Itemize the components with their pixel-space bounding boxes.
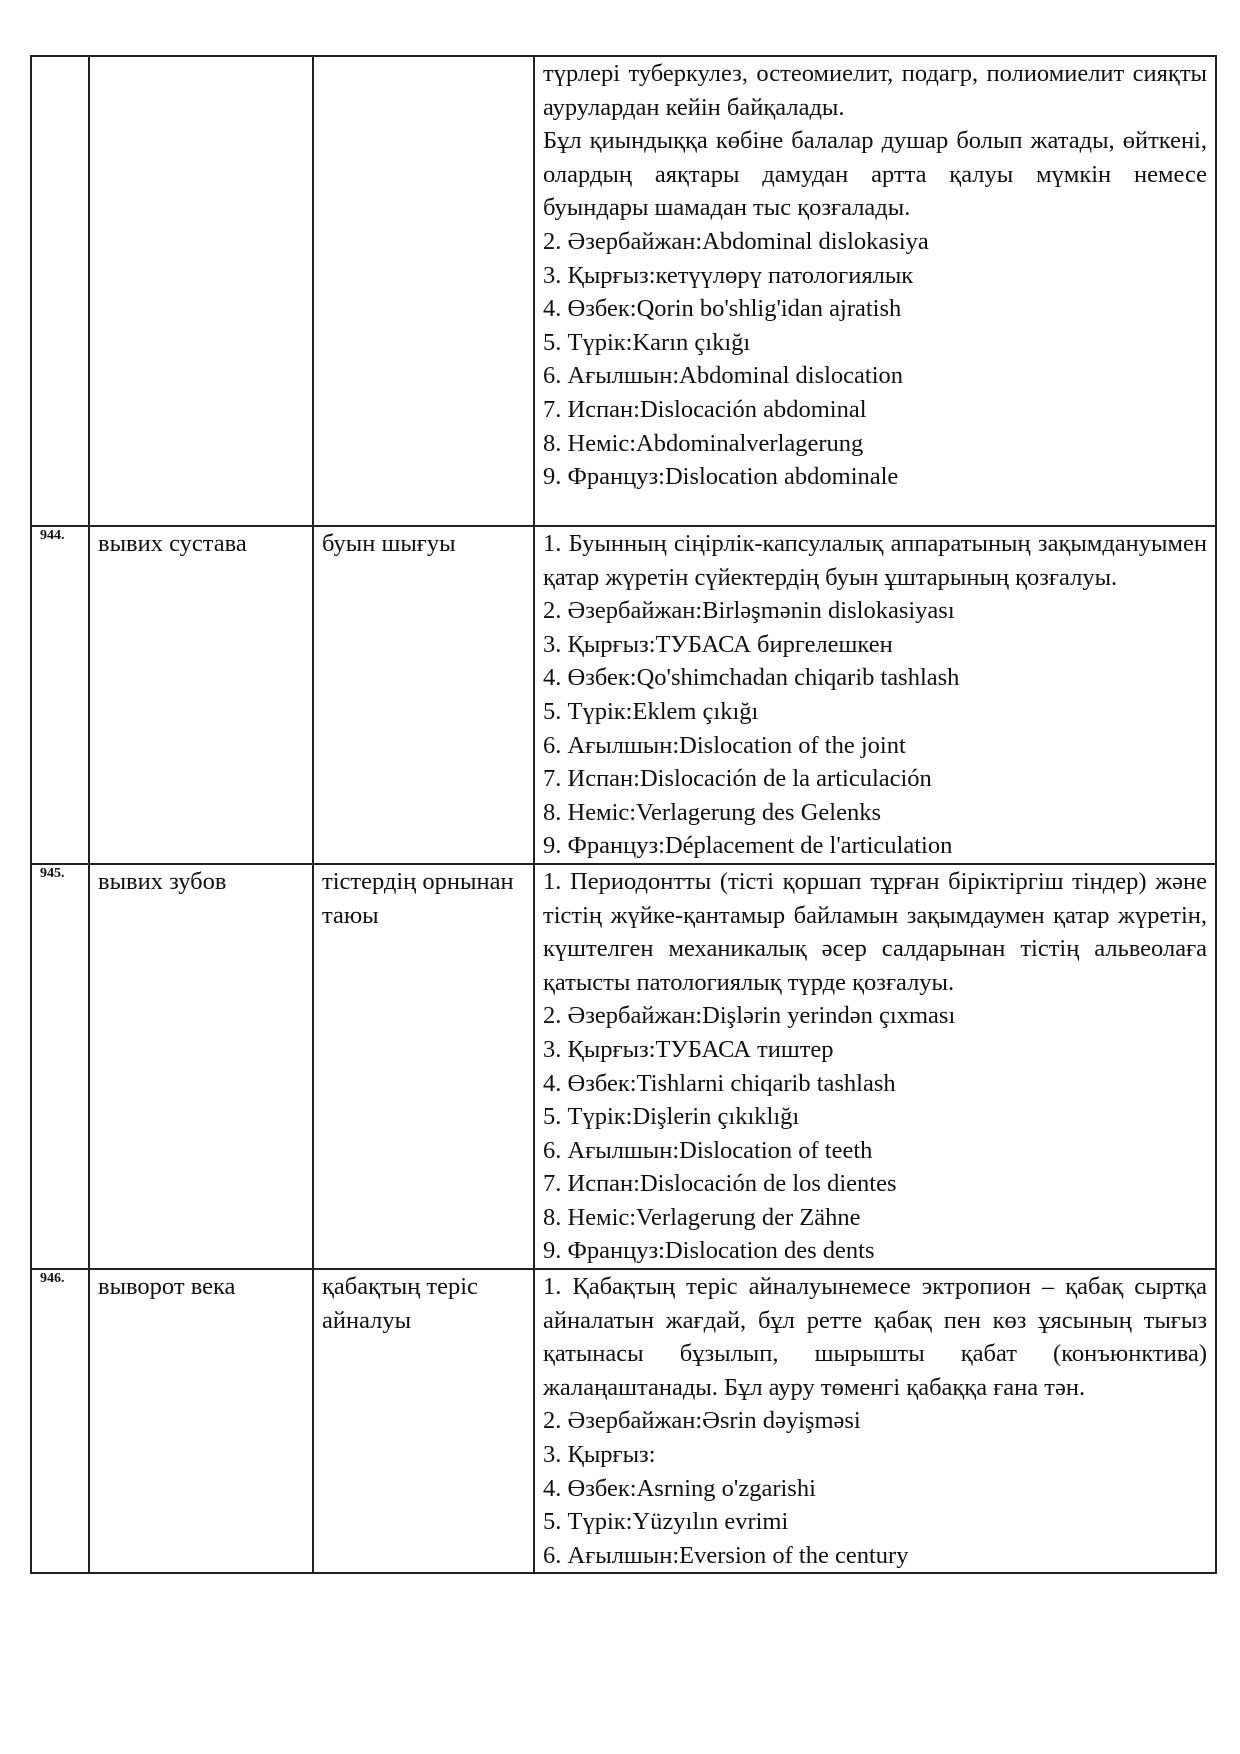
translation-line: 5. Түрік:Karın çıkığı — [543, 328, 751, 356]
kazakh-term: буын шығуы — [313, 526, 534, 864]
translation-line: 2. Әзербайжан:Dişlərin yerindən çıxması — [543, 1002, 956, 1030]
entry-number-cell — [31, 56, 89, 526]
translation-line: 4. Өзбек:Tishlarni chiqarib tashlash — [543, 1069, 896, 1097]
definition-cell — [534, 1269, 1216, 1573]
translation-line: 6. Ағылшын:Dislocation of the joint — [543, 731, 906, 759]
definition-cell — [534, 526, 1216, 864]
translation-line: 8. Неміс:Verlagerung des Gelenks — [543, 798, 881, 826]
definition-paragraph: Бұл қиындыққа көбіне балалар душар болып жатады, өйткені, олардың аяқтары дамудан артта қалуы мүмкін немесе буындары шамадан тыс қозғалады. — [543, 127, 1207, 222]
kazakh-term: тістердің орнынан таюы — [313, 864, 534, 1269]
translation-line: 5. Түрік:Dişlerin çıkıklığı — [543, 1103, 800, 1131]
translation-line: 9. Француз:Déplacement de l'articulation — [543, 832, 953, 860]
kazakh-term: қабақтың теріс айналуы — [313, 1269, 534, 1573]
kazakh-term-cell — [313, 56, 534, 526]
definition-paragraph: 1. Қабақтың теріс айналуынемесе эктропион – қабақ сыртқа айналатын жағдай, бұл ретте қабақ пен көз ұясының тығыз қатынасы бұзылып, шырышты қабат (конъюнктива) жалаңаштанады. Бұл ауру төменгі қабаққа ғана тән. — [543, 1273, 1207, 1401]
translation-line: 7. Испан:Dislocación de los dientes — [543, 1170, 897, 1198]
definition-paragraph: түрлері туберкулез, остеомиелит, подагр, полиомиелит сияқты аурулардан кейін байқалады. — [543, 60, 1207, 121]
translation-line: 6. Ағылшын:Eversion of the century — [543, 1541, 909, 1569]
definition-paragraph: 1. Буынның сіңірлік-капсулалық аппаратының зақымдануымен қатар жүретін сүйектердің буын ұштарының қозғалуы. — [543, 530, 1207, 591]
translation-line: 6. Ағылшын:Dislocation of teeth — [543, 1136, 873, 1164]
definition-cell — [534, 864, 1216, 1269]
russian-term: вывих зубов — [89, 864, 313, 1269]
translation-line: 2. Әзербайжан:Birləşmənin dislokasiyası — [543, 597, 955, 625]
translation-line: 3. Қырғыз: — [543, 1441, 656, 1469]
entry-number: 944. — [31, 526, 89, 864]
table-row — [31, 864, 1216, 1269]
table-row-continuation — [31, 56, 1216, 526]
entry-number: 946. — [31, 1269, 89, 1573]
glossary-table — [30, 55, 1217, 1574]
translation-line: 4. Өзбек:Qorin bo'shlig'idan ajratish — [543, 295, 902, 323]
table-row — [31, 526, 1216, 864]
translation-line: 2. Әзербайжан:Əsrin dəyişməsi — [543, 1407, 861, 1435]
translation-line: 5. Түрік:Yüzyılın evrimi — [543, 1508, 789, 1536]
translation-line: 3. Қырғыз:кетүүлөрү патологиялык — [543, 261, 914, 289]
translation-line: 2. Әзербайжан:Abdominal dislokasiya — [543, 227, 929, 255]
translation-line: 3. Қырғыз:ТУБАСА биргелешкен — [543, 630, 893, 658]
translation-line: 8. Неміс:Verlagerung der Zähne — [543, 1203, 861, 1231]
translation-line: 5. Түрік:Eklem çıkığı — [543, 697, 759, 725]
russian-term: выворот века — [89, 1269, 313, 1573]
translation-line: 4. Өзбек:Qo'shimchadan chiqarib tashlash — [543, 664, 960, 692]
translation-line: 7. Испан:Dislocación de la articulación — [543, 765, 932, 793]
russian-term: вывих сустава — [89, 526, 313, 864]
russian-term-cell — [89, 56, 313, 526]
translation-line: 3. Қырғыз:ТУБАСА тиштер — [543, 1035, 834, 1063]
entry-number: 945. — [31, 864, 89, 1269]
translation-line: 6. Ағылшын:Abdominal dislocation — [543, 362, 904, 390]
translation-line: 9. Француз:Dislocation des dents — [543, 1237, 875, 1265]
translation-line: 8. Неміс:Abdominalverlagerung — [543, 429, 864, 457]
translation-line: 9. Француз:Dislocation abdominale — [543, 463, 899, 491]
definition-paragraph: 1. Периодонтты (тісті қоршап тұрған біріктіргіш тіндер) және тістің жүйке-қантамыр байламын зақымдаумен қатар жүретін, күштелген механикалық әсер салдарынан тістің альвеолаға қатысты патологиялық түрде қозғалуы. — [543, 867, 1207, 996]
definition-cell — [534, 56, 1216, 526]
translation-line: 4. Өзбек:Asrning o'zgarishi — [543, 1474, 816, 1502]
translation-line: 7. Испан:Dislocación abdominal — [543, 395, 867, 423]
table-row — [31, 1269, 1216, 1573]
